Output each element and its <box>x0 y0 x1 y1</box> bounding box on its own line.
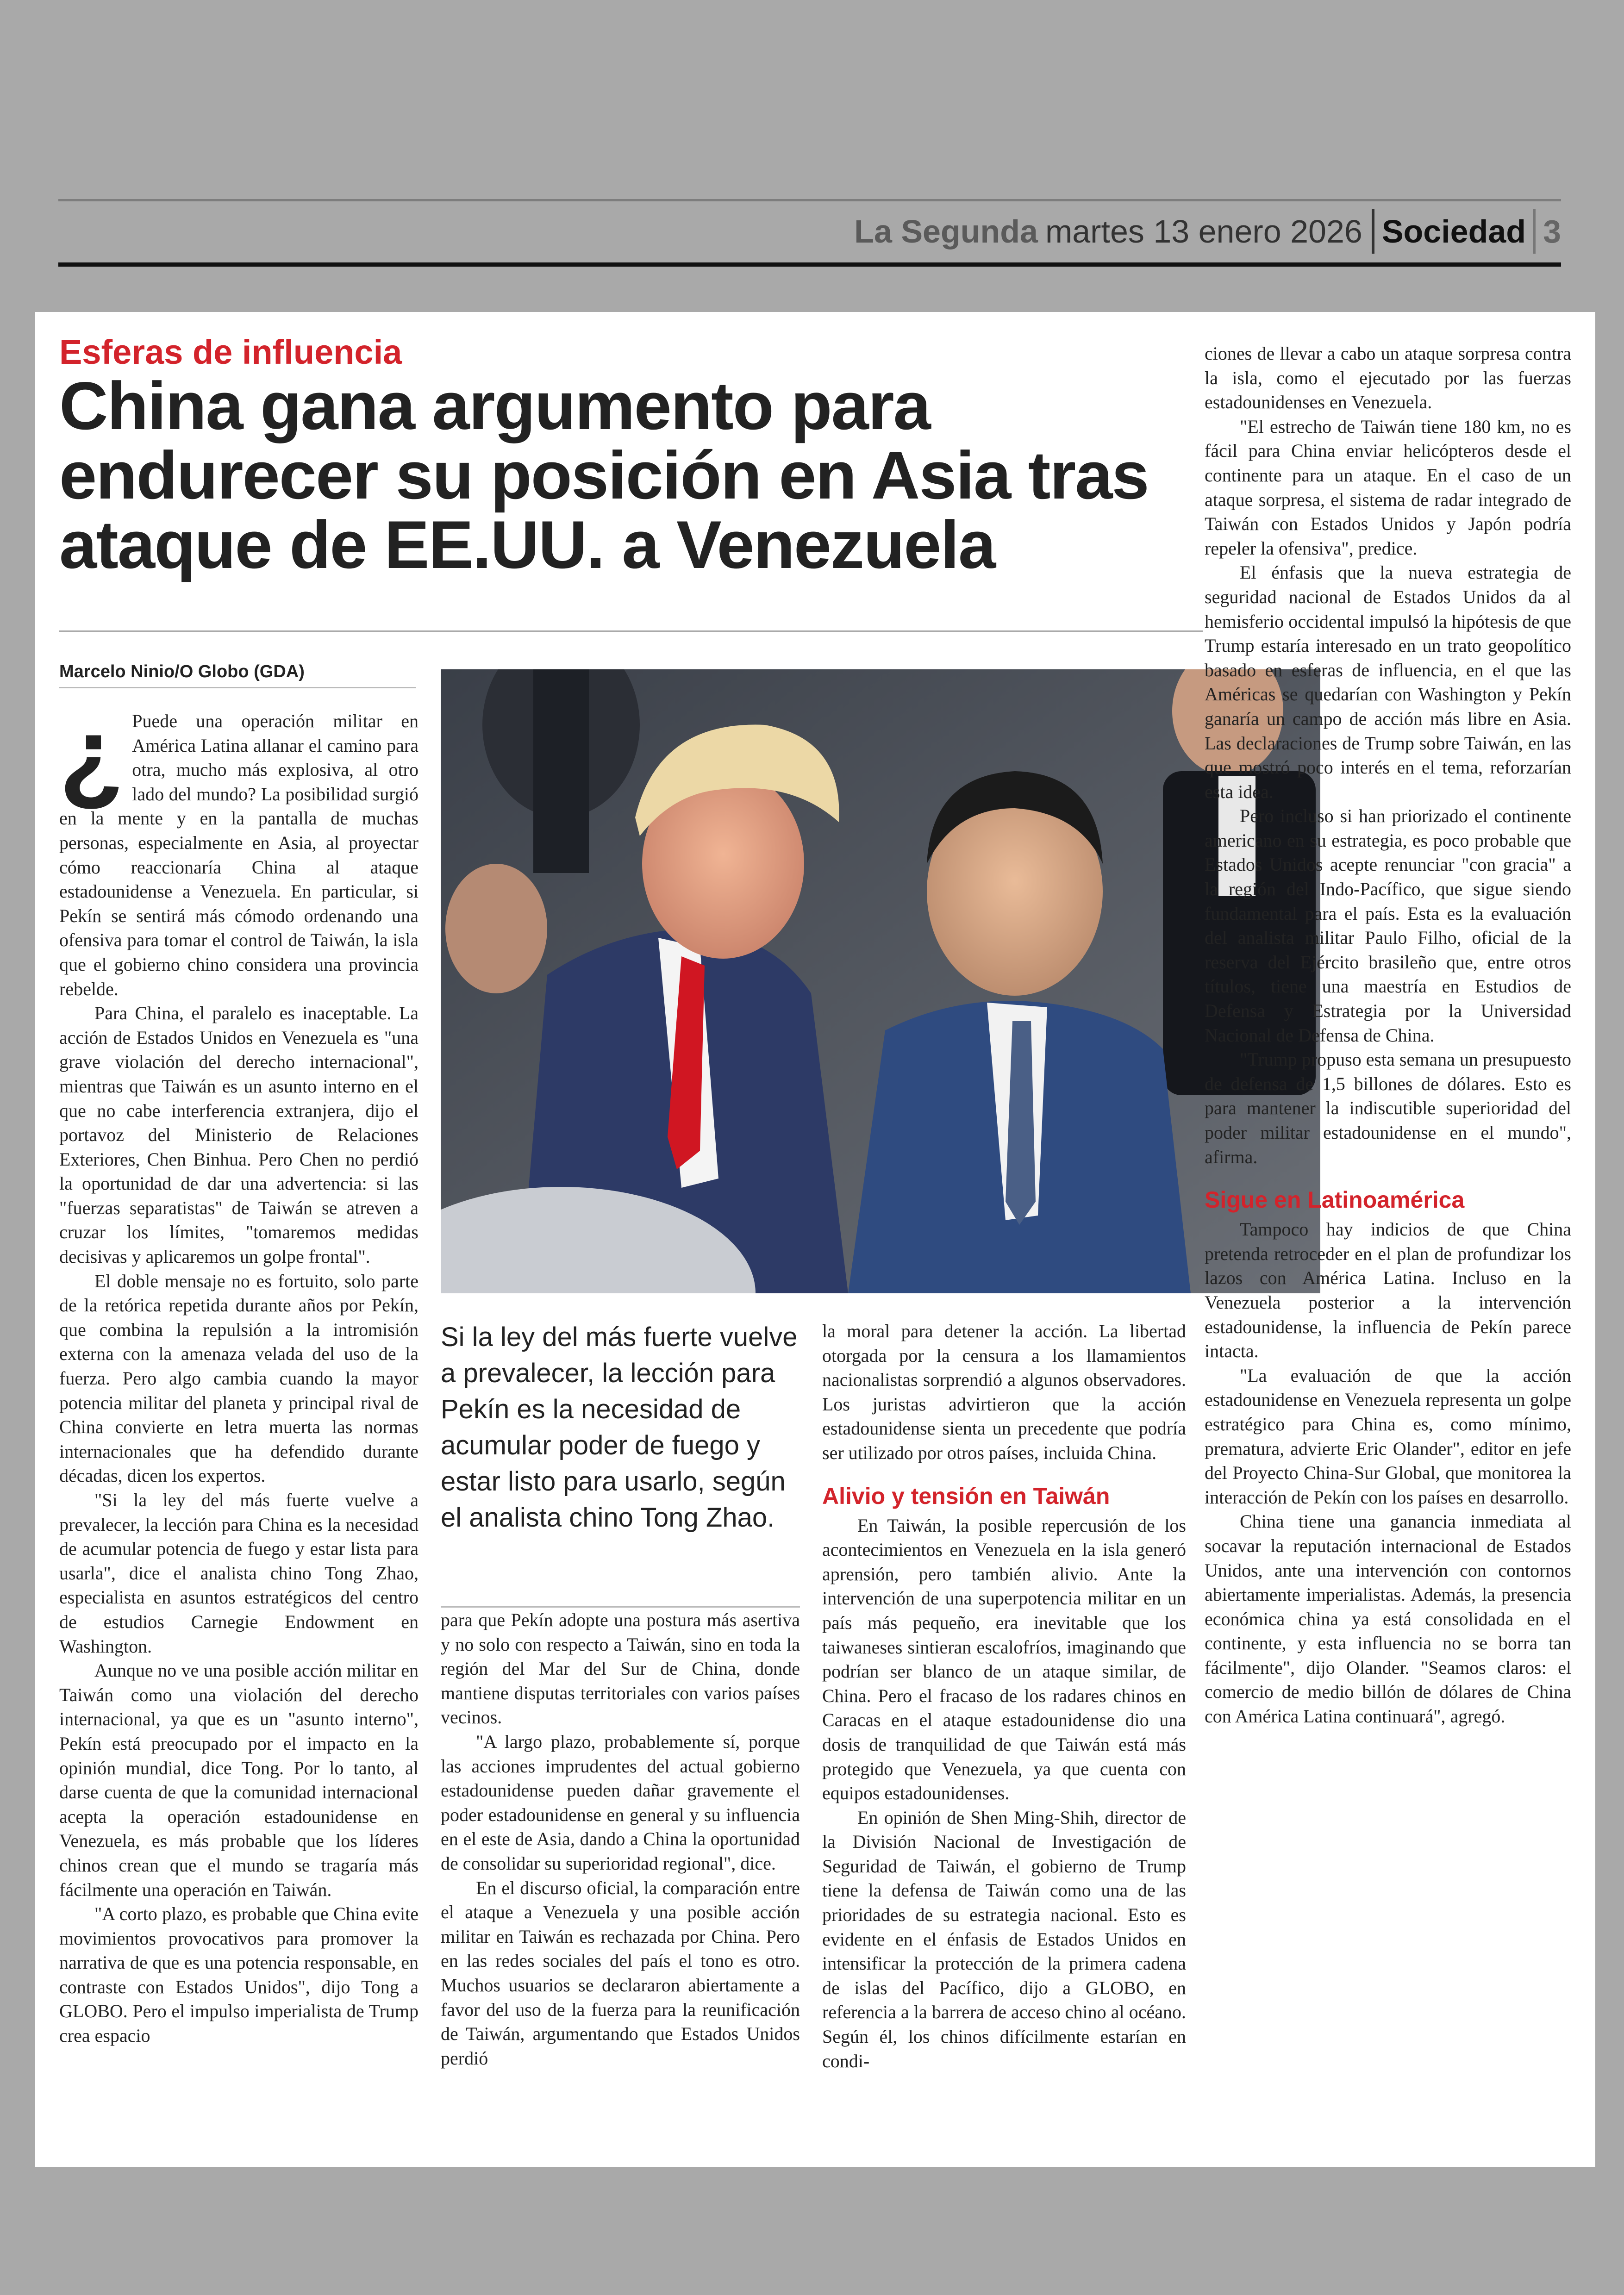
article-column-1 <box>59 696 418 2048</box>
article-photo <box>441 669 1320 1293</box>
masthead-divider <box>1372 209 1374 254</box>
masthead-divider <box>1533 209 1536 254</box>
article-column-4 <box>1205 342 1571 1729</box>
paragraph: "El estrecho de Taiwán tiene 180 km, no es fácil para China enviar helicópteros desde el continente para un ataque. En el caso de un ataque sorpresa, el sistema de radar integrado de Taiwán con Estados Unidos y Japón podría repeler la ofensiva", predice. <box>1205 416 1571 559</box>
paragraph: En opinión de Shen Ming-Shih, director de la División Nacional de Investigación de Seguridad de Taiwán, el gobierno de Trump tiene la defensa de Taiwán como una de las prioridades de su estrategia nacional. Esto es evidente en el énfasis de Estados Unidos en intensificar la protección de la primera cadena de islas del Pacífico, dijo a GLOBO, en referencia a la barrera de acceso chino al océano. Según él, los chinos difícilmente estarían en condi- <box>822 1807 1186 2071</box>
paragraph: En Taiwán, la posible repercusión de los acontecimientos en Venezuela en la isla generó aprensión, pero también alivio. Ante la intervención de una superpotencia militar en un país más pequeño, era inevitable que los taiwaneses sintieran escalofríos, imaginando que podrían ser blanco de un ataque similar, de China. Pero el fracaso de los radares chinos en Caracas en el ataque estadounidense dio una dosis de tranquilidad de que Taiwán está más protegido que Venezuela, ya que cuenta con equipos estadounidenses. <box>822 1515 1186 1804</box>
masthead <box>58 199 1561 267</box>
paragraph: En el discurso oficial, la comparación entre el ataque a Venezuela y una posible acción militar en Taiwán es rechazada por China. Pero en las redes sociales del país el tono es otro. Muchos usuarios se declararon abiertamente a favor del uso de la fuerza para la reunificación de Taiwán, argumentando que Estados Unidos perdió <box>441 1877 800 2069</box>
headline-rule <box>59 630 1203 632</box>
section-name: Sociedad <box>1381 213 1526 249</box>
paragraph: Pero incluso si han priorizado el continente americano en su estrategia, es poco probable que Estados Unidos acepte renunciar "con gracia" a la región del Indo-Pacífico, que sigue siendo fundamental para el país. Esta es la evaluación del analista militar Paulo Filho, oficial de la reserva del Ejército brasileño que, entre otros títulos, tiene una maestría en Estudios de Defensa y Estrategia por la Universidad Nacional de Defensa de China. <box>1205 805 1571 1046</box>
page-number: 3 <box>1543 213 1561 249</box>
pull-quote: Si la ley del más fuerte vuelve a prevalecer, la lección para Pekín es la necesidad de acumular poder de fuego y estar listo para usarlo, según el analista chino Tong Zhao. <box>441 1322 798 1533</box>
pull-quote-rule <box>441 1606 800 1608</box>
byline-rule <box>59 687 416 688</box>
paragraph: la moral para detener la acción. La libertad otorgada por la censura a los llamamientos nacionalistas sorprendió a algunos observadores. Los juristas advirtieron que la acción estadounidense sienta un precedente que podría ser utilizado por otros países, incluida China. <box>822 1321 1186 1463</box>
article-page <box>35 312 1595 2167</box>
article-byline: Marcelo Ninio/O Globo (GDA) <box>59 662 305 681</box>
article-kicker: Esferas de influencia <box>59 333 402 371</box>
paragraph: "A largo plazo, probablemente sí, porque las acciones imprudentes del actual gobierno estadounidense pueden dañar gravemente el poder estadounidense en general y su influencia en el este de Asia, dando a China la oportunidad de consolidar su superioridad regional", dice. <box>441 1731 800 1874</box>
paragraph: ciones de llevar a cabo un ataque sorpresa contra la isla, como el ejecutado por las fuerzas estadounidenses en Venezuela. <box>1205 343 1571 413</box>
paragraph: "La evaluación de que la acción estadounidense en Venezuela representa un golpe estratégico para China es, como mínimo, prematura, advierte Eric Olander", editor en jefe del Proyecto China-Sur Global, que monitorea la interacción de Pekín con los países en desarrollo. <box>1205 1365 1571 1508</box>
paragraph: El énfasis que la nueva estrategia de seguridad nacional de Estados Unidos da al hemisferio occidental impulsó la hipótesis de que Trump estaría interesado en un trato geopolítico basado en esferas de influencia, en el que las Américas se quedarían con Washington y Pekín ganaría un campo de acción más libre en Asia. Las declaraciones de Trump sobre Taiwán, en las que mostró poco interés en el tema, reforzarían esta idea. <box>1205 562 1571 802</box>
paragraph: "A corto plazo, es probable que China evite movimientos provocativos para promover la narrativa de que es una potencia responsable, en contraste con Estados Unidos", dijo Tong a GLOBO. Pero el impulso imperialista de Trump crea espacio <box>59 1903 418 2046</box>
masthead-info <box>854 209 1561 254</box>
issue-date: martes 13 enero 2026 <box>1045 213 1362 249</box>
paragraph: para que Pekín adopte una postura más asertiva y no solo con respecto a Taiwán, sino en toda la región del Mar del Sur de China, donde mantiene disputas territoriales con varios países vecinos. <box>441 1609 800 1728</box>
paragraph: Tampoco hay indicios de que China pretenda retroceder en el plan de profundizar los lazos con América Latina. Incluso en la Venezuela posterior a la intervención estadounidense, la influencia de Pekín parece intacta. <box>1205 1219 1571 1362</box>
paragraph: El doble mensaje no es fortuito, solo parte de la retórica repetida durante años por Pekín, que combina la repulsión a la intromisión externa con la amenaza velada del uso de la fuerza. Pero algo cambia cuando la mayor potencia militar del planeta y principal rival de China convierte en letra muerta las normas internacionales que ha defendido durante décadas, dicen los expertos. <box>59 1270 418 1486</box>
subheading-taiwan: Alivio y tensión en Taiwán <box>822 1483 1110 1509</box>
paragraph: Puede una operación militar en América Latina allanar el camino para otra, mucho más explosiva, al otro lado del mundo? La posibilidad surgió en la mente y en la pantalla de muchas personas, especialmente en Asia, al proyectar cómo reaccionaría China al ataque estadounidense a Venezuela. En particular, si Pekín se sentirá más cómodo ordenando una ofensiva para tomar el control de Taiwán, la isla que el gobierno chino considera una provincia rebelde. <box>59 711 418 999</box>
paragraph: "Si la ley del más fuerte vuelve a prevalecer, la lección para China es la necesidad de acumular potencia de fuego y estar lista para usarla", dice el analista chino Tong Zhao, especialista en asuntos estratégicos del centro de estudios Carnegie Endowment en Washington. <box>59 1490 418 1657</box>
photo-illustration <box>441 669 1320 1293</box>
masthead-bottom-rule <box>58 262 1561 267</box>
masthead-top-rule <box>58 199 1561 201</box>
subheading-latinoamerica: Sigue en Latinoamérica <box>1205 1187 1465 1213</box>
paragraph: China tiene una ganancia inmediata al socavar la reputación internacional de Estados Unidos, ante una intervención con contornos abiertamente imperialistas. Además, la presencia económica china ya está consolidada en el continente, y esta influencia no se borra tan fácilmente", dijo Olander. "Seamos claros: el comercio de medio billón de dólares de China con América Latina continuará", agregó. <box>1205 1511 1571 1727</box>
paragraph: Para China, el paralelo es inaceptable. La acción de Estados Unidos en Venezuela es "una grave violación del derecho internacional", mientras que Taiwán es un asunto interno en el que no cabe interferencia extranjera, dijo el portavoz del Ministerio de Relaciones Exteriores, Chen Binhua. Pero Chen no perdió la oportunidad de dar una advertencia: si las "fuerzas separatistas" de Taiwán se atreven a cruzar los límites, "tomaremos medidas decisivas y aplicaremos un golpe frontal". <box>59 1003 418 1267</box>
article-headline: China gana argumento para endurecer su posición en Asia tras ataque de EE.UU. a Venezuela <box>59 368 1149 582</box>
drop-cap: ¿ <box>59 696 124 814</box>
article-column-2 <box>441 1608 800 2070</box>
article-column-3 <box>822 1319 1186 2073</box>
paragraph: "Trump propuso esta semana un presupuesto de defensa de 1,5 billones de dólares. Esto es para mantener la indiscutible superioridad del poder militar estadounidense en el mundo", afirma. <box>1205 1049 1571 1167</box>
paragraph: Aunque no ve una posible acción militar en Taiwán como una violación del derecho internacional, ya que es un "asunto interno", Pekín está preocupado por el impacto en la opinión mundial, dice Tong. Por lo tanto, al darse cuenta de que la comunidad internacional acepta la operación estadounidense en Venezuela, es más probable que los líderes chinos crean que el mundo se tragaría más fácilmente una operación en Taiwán. <box>59 1660 418 1900</box>
newspaper-name: La Segunda <box>854 213 1038 249</box>
